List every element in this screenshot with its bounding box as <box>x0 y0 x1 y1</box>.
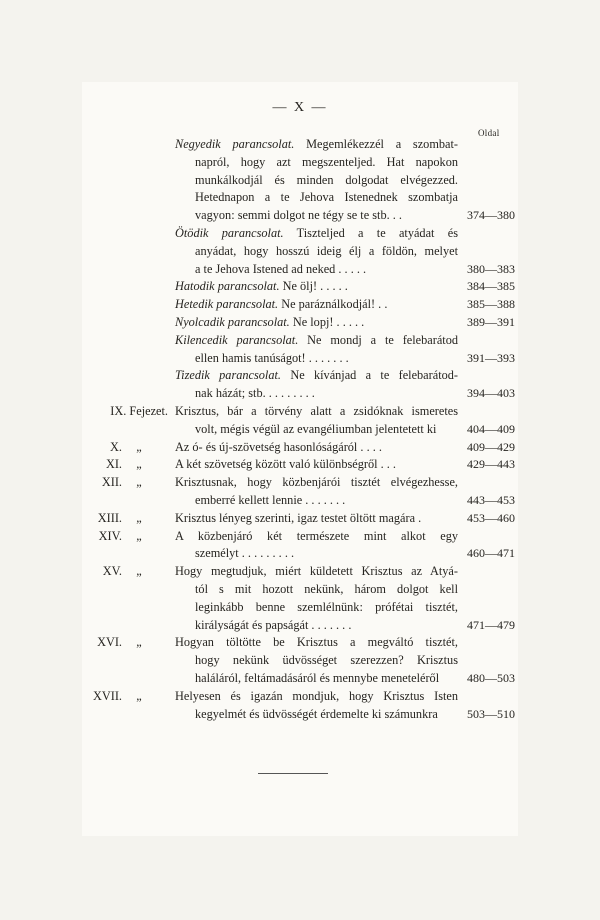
entry-line-text: emberré kellett lennie . . . . . . . <box>195 492 346 507</box>
entry-text <box>175 225 515 278</box>
entry-text <box>175 332 515 368</box>
entry-line-text: Krisztus, bár a törvény alatt a zsidóknak ismeretes <box>175 403 458 418</box>
entry-text <box>175 403 515 439</box>
commandment-title: Nyolcadik parancsolat. <box>175 314 290 329</box>
toc-entry <box>0 403 600 439</box>
entry-line <box>175 545 458 563</box>
commandment-title: Ötödik parancsolat. <box>175 225 284 240</box>
chapter-number: XI. <box>105 457 122 472</box>
entry-line <box>175 563 458 581</box>
entry-line-text: Ne kívánjad a te felebarátod- <box>290 368 459 383</box>
entry-line-text: Megemlékezzél a szombat- <box>306 137 458 151</box>
entry-text <box>175 510 515 528</box>
chapter-number: IX. Fejezet. <box>110 403 168 418</box>
page-range: 471—479 <box>467 617 515 632</box>
entry-text <box>175 528 515 564</box>
entry-text <box>175 688 515 724</box>
entry-line-text: vagyon: semmi dolgot ne tégy se te stb. . . <box>195 208 402 223</box>
entry-line-text: Az ó- és új-szövetség hasonlóságáról . . . . <box>175 439 382 454</box>
entry-line-text: Tiszteljed a te atyádat és <box>296 225 458 240</box>
ditto-mark: „ <box>136 564 142 579</box>
ditto-mark: „ <box>136 439 142 454</box>
ditto-mark: „ <box>136 688 142 703</box>
entry-line <box>175 225 458 243</box>
entry-line <box>175 439 458 457</box>
toc-entry <box>0 278 600 296</box>
chapter-number: XII. <box>101 475 122 490</box>
chapter-number: XV. <box>102 564 122 579</box>
entry-line <box>175 581 458 599</box>
toc-entry <box>0 634 600 687</box>
entry-line-text: munkálkodjál és minden dolgodat elvégezzed. <box>195 172 458 187</box>
entry-line-text: Ne paráználkodjál! . . <box>281 297 388 312</box>
entry-line <box>175 172 458 190</box>
entry-line-text: tól s mit hozott nekünk, három dolgot kell <box>195 581 458 596</box>
entry-text <box>175 136 515 225</box>
toc-entry <box>0 563 600 634</box>
entry-line-text: Hetednapon a te Jehova Istenednek szombatja <box>195 190 458 205</box>
entry-line-text: leginkább benne szemlélnünk: prófétai tisztét, <box>195 599 458 614</box>
entry-line-text: anyádat, hogy hosszú ideig élj a földön, melyet <box>195 243 458 258</box>
entry-line-text: ellen hamis tanúságot! . . . . . . . <box>195 350 349 365</box>
entry-line <box>175 599 458 617</box>
entry-line <box>175 207 458 225</box>
entry-line-text: királyságát és papságát . . . . . . . <box>195 617 352 632</box>
entry-line <box>175 332 458 350</box>
page-range: 374—380 <box>467 208 515 223</box>
entry-line-text: napról, hogy azt megszenteljed. Hat napokon <box>195 154 458 169</box>
entry-line-text: volt, mégis végül az evangéliumban jelentetett ki <box>195 421 437 436</box>
toc-entry <box>0 225 600 278</box>
page-range: 460—471 <box>467 546 515 561</box>
entry-line-text: Hogyan töltötte be Krisztus a megváltó tisztét, <box>175 635 458 650</box>
entry-text <box>175 367 515 403</box>
entry-line <box>175 456 458 474</box>
entry-line-text: kegyelmét és üdvösségét érdemelte ki számunkra <box>195 706 438 721</box>
entry-line <box>175 706 458 724</box>
entry-line <box>175 421 458 439</box>
entry-text <box>175 278 515 296</box>
page-number-header: — X — <box>272 100 328 115</box>
entry-line-text: haláláról, feltámadásáról és mennybe meneteléről <box>195 670 440 685</box>
entry-line <box>175 314 458 332</box>
toc-entry <box>0 688 600 724</box>
entry-line <box>175 261 458 279</box>
entry-line-text: Ne lopj! . . . . . <box>292 314 365 329</box>
commandment-title: Tizedik parancsolat. <box>175 368 281 383</box>
entry-line <box>175 278 458 296</box>
entry-line <box>175 367 458 385</box>
commandment-title: Kilencedik parancsolat. <box>175 332 299 347</box>
entry-line-text: hogy nekünk üdvösséget szerezzen? Krisztus <box>195 653 458 668</box>
page-range: 380—383 <box>467 261 515 276</box>
closing-rule <box>258 773 328 774</box>
toc-entry <box>0 296 600 314</box>
toc-entry <box>0 332 600 368</box>
entry-line-text: Krisztusnak, hogy közbenjárói tisztét elvégezhesse, <box>175 475 458 490</box>
entry-line <box>175 474 458 492</box>
entry-line-text: A két szövetség között való különbségről . . . <box>175 457 396 472</box>
entry-line <box>175 510 458 528</box>
entry-line-text: A közbenjáró két természete mint alkot egy <box>175 528 458 543</box>
entry-line-text: Ne mondj a te felebarátod <box>307 332 459 347</box>
entry-line <box>175 670 458 688</box>
toc-entry <box>0 456 600 474</box>
page-range: 503—510 <box>467 706 515 721</box>
commandment-title: Hetedik parancsolat. <box>175 297 279 312</box>
chapter-number: X. <box>110 439 122 454</box>
chapter-number: XVI. <box>97 635 122 650</box>
entry-text <box>175 563 515 634</box>
entry-text <box>175 439 515 457</box>
entry-text <box>175 634 515 687</box>
page-range: 409—429 <box>467 439 515 454</box>
entry-text <box>175 314 515 332</box>
entry-line <box>175 617 458 635</box>
toc-entry <box>0 474 600 510</box>
page-range: 384—385 <box>467 279 515 294</box>
entry-text <box>175 456 515 474</box>
entry-line-text: Ne ölj! . . . . . <box>282 279 348 294</box>
commandment-title: Negyedik parancsolat. <box>175 137 295 151</box>
page-range: 429—443 <box>467 457 515 472</box>
entry-line-text: Hogy megtudjuk, miért küldetett Krisztus az Atyá- <box>175 564 458 579</box>
page-column-label: Oldal <box>478 128 500 138</box>
ditto-mark: „ <box>136 475 142 490</box>
ditto-mark: „ <box>136 635 142 650</box>
ditto-mark: „ <box>136 510 142 525</box>
commandment-title: Hatodik parancsolat. <box>175 279 280 294</box>
entry-line <box>175 350 458 368</box>
entry-line-text: Krisztus lényeg szerinti, igaz testet öltött magára . <box>175 510 422 525</box>
entry-text <box>175 474 515 510</box>
entry-line <box>175 385 458 403</box>
entry-line <box>175 403 458 421</box>
entry-line <box>175 634 458 652</box>
entry-line-text: nak házát; stb. . . . . . . . . <box>195 386 315 401</box>
page-range: 391—393 <box>467 350 515 365</box>
chapter-number: XIII. <box>97 510 122 525</box>
ditto-mark: „ <box>136 528 142 543</box>
entry-line <box>175 243 458 261</box>
toc-entry <box>0 136 600 225</box>
entry-line <box>175 189 458 207</box>
entry-line <box>175 296 458 314</box>
entry-line <box>175 528 458 546</box>
toc-entry <box>0 439 600 457</box>
page-range: 453—460 <box>467 510 515 525</box>
table-of-contents <box>0 136 600 723</box>
toc-entry <box>0 367 600 403</box>
entry-line <box>175 652 458 670</box>
entry-line-text: a te Jehova Istened ad neked . . . . . <box>195 261 367 276</box>
ditto-mark: „ <box>136 457 142 472</box>
entry-line <box>175 492 458 510</box>
entry-line-text: Helyesen és igazán mondjuk, hogy Krisztus Isten <box>175 688 458 703</box>
toc-entry <box>0 528 600 564</box>
chapter-number: XVII. <box>92 688 122 703</box>
entry-line-text: személyt . . . . . . . . . <box>195 546 295 561</box>
page-range: 480—503 <box>467 670 515 685</box>
chapter-number: XIV. <box>98 528 122 543</box>
page-range: 389—391 <box>467 314 515 329</box>
page-range: 394—403 <box>467 386 515 401</box>
entry-line <box>175 136 458 154</box>
toc-entry <box>0 510 600 528</box>
entry-text <box>175 296 515 314</box>
entry-line <box>175 688 458 706</box>
page-range: 404—409 <box>467 421 515 436</box>
page-range: 385—388 <box>467 297 515 312</box>
page-range: 443—453 <box>467 492 515 507</box>
entry-line <box>175 154 458 172</box>
toc-entry <box>0 314 600 332</box>
